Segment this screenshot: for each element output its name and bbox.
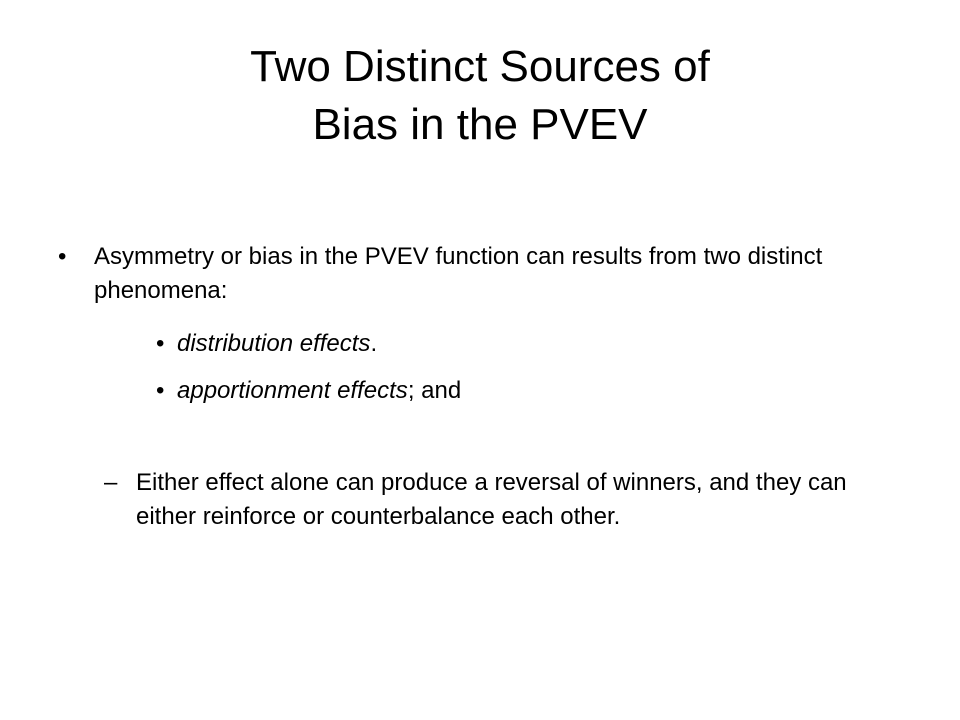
sub-bullet-suffix: ; and <box>407 377 462 404</box>
sub-bullet-italic-text: distribution effects <box>177 330 371 357</box>
sub-bullet-text <box>177 327 856 361</box>
sub-bullet-item <box>156 327 856 361</box>
bullet-item <box>58 240 918 308</box>
title-line-2: Bias in the PVEV <box>312 100 648 149</box>
slide-title <box>100 38 860 154</box>
bullet-marker: • <box>58 243 67 270</box>
dash-item-text: Either effect alone can produce a reversal of winners, and they can either reinforce or counterbalance each other. <box>136 469 847 530</box>
dash-item <box>104 466 904 534</box>
sub-bullet-suffix: . <box>370 330 378 357</box>
title-line-1: Two Distinct Sources of <box>250 42 710 91</box>
bullet-text: Asymmetry or bias in the PVEV function can results from two distinct phenomena: <box>94 243 823 304</box>
sub-bullet-item <box>156 374 856 408</box>
sub-bullet-marker: • <box>156 330 165 357</box>
sub-bullet-text <box>177 374 856 408</box>
dash-marker: – <box>104 469 118 496</box>
sub-bullet-marker: • <box>156 377 165 404</box>
sub-bullet-italic-text: apportionment effects <box>177 377 408 404</box>
